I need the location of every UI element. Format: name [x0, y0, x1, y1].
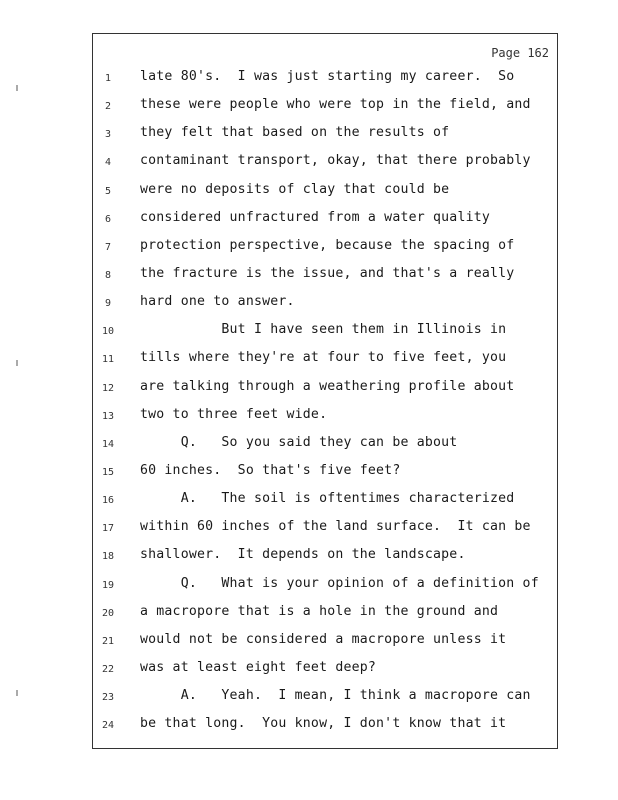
line-text: protection perspective, because the spacing of: [140, 237, 515, 253]
transcript-line: [93, 294, 557, 322]
scan-mark: [16, 690, 18, 696]
line-number: 19: [101, 579, 115, 591]
transcript-line: [93, 322, 557, 350]
line-number: 3: [104, 129, 112, 141]
transcript-line: [93, 519, 557, 547]
line-text: the fracture is the issue, and that's a really: [140, 265, 515, 281]
line-number: 23: [101, 692, 115, 704]
transcript-line: [93, 182, 557, 210]
transcript-line: [93, 350, 557, 378]
transcript-line: [93, 153, 557, 181]
line-text: Q. What is your opinion of a definition of: [140, 575, 539, 591]
line-text: two to three feet wide.: [140, 406, 328, 422]
transcript-line: [93, 266, 557, 294]
line-text: was at least eight feet deep?: [140, 659, 377, 675]
line-text: 60 inches. So that's five feet?: [140, 462, 401, 478]
line-text: hard one to answer.: [140, 294, 295, 310]
scan-mark: [16, 85, 18, 91]
line-number: 15: [101, 466, 115, 478]
line-text: Q. So you said they can be about: [140, 434, 458, 450]
transcript-lines: [93, 69, 557, 744]
line-text: within 60 inches of the land surface. It can be: [140, 519, 531, 535]
line-text: considered unfractured from a water quality: [140, 209, 491, 225]
line-number: 14: [101, 438, 115, 450]
transcript-line: [93, 125, 557, 153]
line-text: be that long. You know, I don't know that it: [140, 716, 507, 732]
line-text: are talking through a weathering profile about: [140, 378, 515, 394]
line-number: 17: [101, 523, 115, 535]
line-number: 21: [101, 635, 115, 647]
line-number: 7: [104, 241, 112, 253]
transcript-line: [93, 688, 557, 716]
line-number: 12: [101, 382, 115, 394]
transcript-line: [93, 660, 557, 688]
line-number: 22: [101, 663, 115, 675]
transcript-line: [93, 435, 557, 463]
line-number: 10: [101, 326, 115, 338]
transcript-line: [93, 716, 557, 744]
line-text: contaminant transport, okay, that there probably: [140, 153, 531, 169]
transcript-line: [93, 379, 557, 407]
line-number: 11: [101, 354, 115, 366]
transcript-line: [93, 463, 557, 491]
line-text: they felt that based on the results of: [140, 125, 450, 141]
transcript-line: [93, 407, 557, 435]
line-number: 8: [104, 269, 112, 281]
line-text: were no deposits of clay that could be: [140, 181, 450, 197]
line-text: But I have seen them in Illinois in: [140, 322, 507, 338]
line-number: 9: [104, 298, 112, 310]
scan-mark: [16, 360, 18, 366]
line-number: 24: [101, 720, 115, 732]
line-text: tills where they're at four to five feet, you: [140, 350, 507, 366]
line-number: 20: [101, 607, 115, 619]
line-text: A. The soil is oftentimes characterized: [140, 491, 515, 507]
transcript-line: [93, 547, 557, 575]
transcript-line: [93, 69, 557, 97]
page-number: Page 162: [491, 46, 549, 60]
line-number: 16: [101, 495, 115, 507]
transcript-line: [93, 632, 557, 660]
line-text: a macropore that is a hole in the ground and: [140, 603, 499, 619]
line-text: late 80's. I was just starting my career. So: [140, 69, 515, 84]
line-number: 18: [101, 551, 115, 563]
line-text: would not be considered a macropore unless it: [140, 631, 507, 647]
transcript-line: [93, 210, 557, 238]
transcript-line: [93, 491, 557, 519]
transcript-line: [93, 238, 557, 266]
transcript-line: [93, 576, 557, 604]
line-text: these were people who were top in the field, and: [140, 97, 531, 113]
transcript-line: [93, 604, 557, 632]
line-number: 5: [104, 185, 112, 197]
line-number: 1: [104, 73, 112, 84]
transcript-line: [93, 97, 557, 125]
transcript-page: [92, 33, 558, 749]
line-number: 6: [104, 213, 112, 225]
line-number: 2: [104, 101, 112, 113]
line-number: 13: [101, 410, 115, 422]
line-text: shallower. It depends on the landscape.: [140, 547, 466, 563]
line-text: A. Yeah. I mean, I think a macropore can: [140, 688, 531, 704]
line-number: 4: [104, 157, 112, 169]
